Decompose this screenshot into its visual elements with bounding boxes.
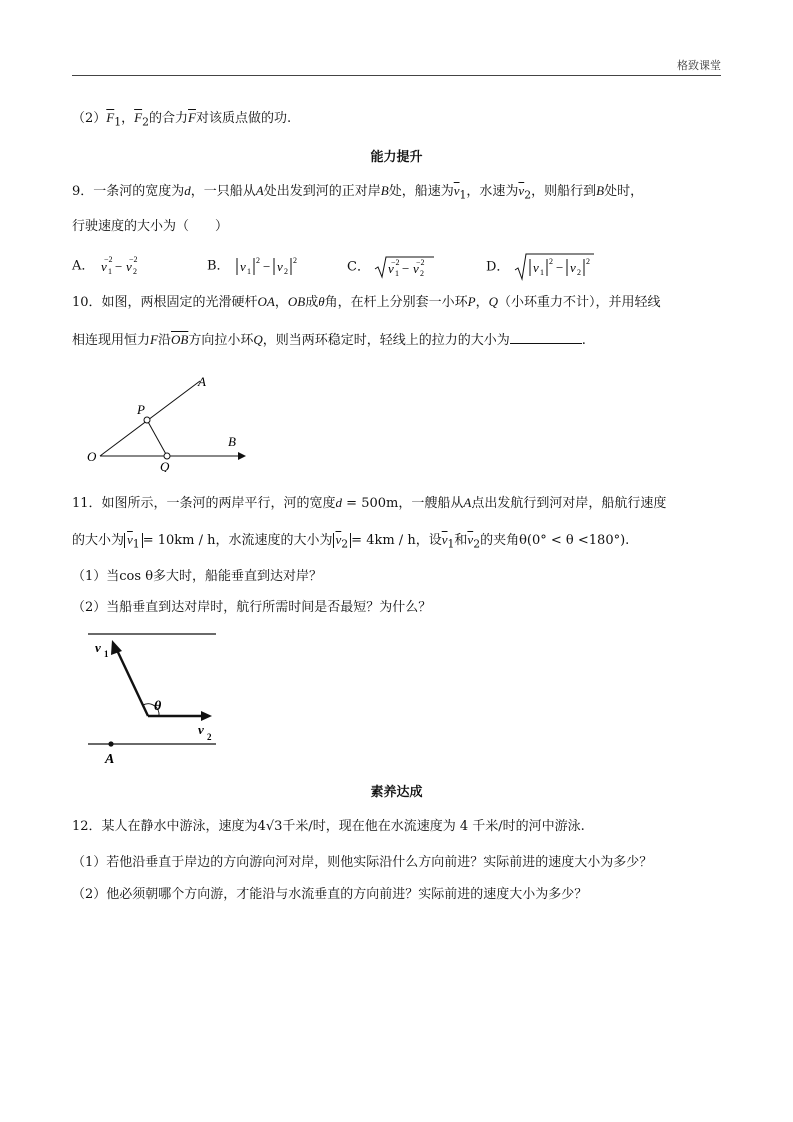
text: . [625, 533, 630, 548]
label-a: A [105, 752, 115, 767]
text: 对该质点做的功. [195, 111, 292, 126]
ring-p [144, 417, 150, 423]
q9-option-c [347, 254, 436, 280]
q10-line-1 [72, 292, 661, 313]
vector-v1: $\overline{v}$ [127, 532, 133, 547]
option-label: C． [347, 259, 370, 275]
label-theta: θ [154, 699, 162, 714]
text: 处时， [604, 184, 644, 199]
text: 点出发航行到河对岸，船航行速度 [471, 496, 667, 511]
text: 和 [454, 533, 468, 548]
symbol: Q [253, 332, 263, 347]
vector-v1-arrow [116, 648, 148, 716]
svg-text:2: 2 [255, 256, 260, 265]
text: （小环重力不计），并用轻线 [498, 295, 661, 310]
text: 成 [305, 295, 319, 310]
svg-text:−: − [402, 261, 410, 276]
q9-line-1 [72, 181, 643, 206]
svg-text:v: v [125, 259, 132, 274]
value: = 4km / h [351, 533, 416, 548]
vector-v2: $\overline{v}$ [518, 183, 525, 198]
symbol: d [335, 495, 343, 510]
value: = 500m [342, 496, 399, 511]
text: 10．如图，两根固定的光滑硬杆 [72, 295, 258, 310]
svg-text:−2: −2 [128, 255, 138, 264]
symbol: A [255, 183, 264, 198]
subscript: 1 [114, 115, 122, 129]
symbol: A [463, 495, 472, 510]
text: 的合力 [148, 111, 188, 126]
text: 的大小为 [72, 533, 125, 548]
text: 方向拉小环 [188, 333, 254, 348]
label-v2: v [198, 722, 204, 737]
svg-text:v: v [100, 259, 107, 274]
svg-text:1: 1 [539, 268, 544, 277]
svg-text:1: 1 [395, 269, 400, 278]
separator: ， [274, 295, 288, 310]
text: 沿 [157, 333, 171, 348]
section-title-ability: 能力提升 [370, 150, 423, 165]
svg-text:−: − [114, 259, 122, 274]
q9-option-b [207, 254, 304, 278]
point-a [108, 741, 113, 746]
svg-text:v: v [388, 261, 394, 276]
q12-line-1 [72, 817, 585, 837]
svg-text:v: v [532, 260, 539, 275]
option-c-formula [374, 254, 436, 280]
q12-sub-1: （1）若他沿垂直于岸边的方向游向河对岸，则他实际沿什么方向前进？实际前进的速度大小为多少？ [72, 855, 653, 870]
q9-line-2: 行驶速度的大小为（ ） [72, 219, 229, 234]
svg-text:v: v [413, 261, 419, 276]
option-a-formula [99, 254, 149, 278]
svg-text:1: 1 [246, 267, 251, 276]
q12-sub-2: （2）他必须朝哪个方向游，才能沿与水流垂直的方向前进？实际前进的速度大小为多少？ [72, 887, 588, 902]
q11-sub-2: （2）当船垂直到达对岸时，航行所需时间是否最短？为什么？ [72, 600, 432, 615]
svg-text:−2: −2 [391, 258, 400, 267]
text: 处出发到河的正对岸 [263, 184, 381, 199]
symbol: θ [318, 294, 325, 309]
svg-text:v: v [276, 259, 283, 274]
subscript: 2 [473, 537, 481, 551]
symbol: d [184, 183, 191, 198]
symbol: P [467, 294, 476, 309]
option-label: A． [72, 258, 95, 274]
svg-text:−: − [555, 260, 563, 275]
vector-ob: $\overline{OB}$ [170, 332, 189, 347]
q11-line-1 [72, 493, 666, 514]
vector-v1: $\overline{v}$ [441, 532, 448, 547]
subscript: 2 [524, 188, 532, 202]
separator: ， [121, 111, 135, 126]
label-o: O [87, 449, 97, 464]
svg-text:2: 2 [283, 267, 288, 276]
symbol: F [150, 332, 158, 347]
q11-sub-1 [72, 567, 322, 587]
symbol: B [380, 183, 389, 198]
svg-text:2: 2 [548, 257, 553, 266]
svg-text:v: v [239, 259, 246, 274]
speed-value: 4√3 [257, 819, 283, 834]
value: = 10km / h [142, 533, 216, 548]
header-rule [72, 75, 721, 76]
q10-figure [80, 372, 250, 472]
text: 的夹角 [480, 533, 520, 548]
vector-f2: $\overline{F}$ [134, 110, 143, 125]
abs-v1 [124, 532, 143, 551]
svg-text:v: v [569, 260, 576, 275]
svg-text:−2: −2 [103, 255, 113, 264]
section-title-literacy: 素养达成 [370, 785, 423, 800]
text: 角，在杆上分别套一小环 [324, 295, 468, 310]
q9-option-a [72, 254, 149, 278]
text: ，一只船从 [190, 184, 256, 199]
separator: ， [475, 295, 489, 310]
arrow-b-icon [238, 452, 246, 460]
abs-v2 [333, 532, 352, 551]
symbol: B [596, 183, 605, 198]
angle-range: θ(0° < θ <180°) [519, 533, 626, 548]
subscript: 2 [341, 537, 349, 551]
text: 千米/时，现在他在水流速度为 4 千米/时的河中游泳. [282, 819, 585, 834]
text: . [581, 333, 586, 348]
arrowhead-v1-icon [111, 640, 122, 655]
vector-f1: $\overline{F}$ [106, 110, 115, 125]
option-b-formula [234, 254, 304, 278]
intro-item-2 [72, 108, 291, 133]
text: ，设 [415, 533, 442, 548]
symbol: Q [488, 294, 499, 309]
text: 多大时，船能垂直到达对岸？ [153, 569, 323, 584]
svg-text:−: − [262, 259, 271, 274]
q10-line-2 [72, 330, 586, 351]
vector-f: $\overline{F}$ [188, 110, 196, 125]
subscript: 2 [142, 115, 149, 129]
label-v2-sub: 2 [207, 732, 212, 742]
label-b: B [228, 434, 236, 449]
vector-v2: $\overline{v}$ [467, 532, 474, 547]
vector-v1: $\overline{v}$ [453, 183, 460, 198]
text: ，一艘船从 [398, 496, 464, 511]
svg-text:2: 2 [576, 268, 581, 277]
header-brand: 格致课堂 [677, 59, 721, 72]
text: （1）当 [72, 569, 120, 584]
subscript: 1 [132, 537, 140, 551]
q11-figure [80, 628, 230, 768]
svg-text:−2: −2 [416, 258, 425, 267]
item-number: （2） [72, 111, 107, 126]
q9-option-d [486, 252, 596, 282]
label-p: P [137, 402, 145, 417]
svg-text:1: 1 [107, 267, 112, 276]
text: 11．如图所示，一条河的两岸平行，河的宽度 [72, 496, 336, 511]
svg-text:2: 2 [420, 269, 425, 278]
text: 12．某人在静水中游泳，速度为 [72, 819, 258, 834]
text: 9．一条河的宽度为 [72, 184, 185, 199]
answer-blank[interactable] [510, 331, 582, 344]
arrowhead-v2-icon [201, 711, 212, 721]
label-v1-sub: 1 [104, 649, 109, 659]
option-label: B． [207, 258, 230, 274]
subscript: 1 [459, 188, 467, 202]
text: ，则当两环稳定时，轻线上的拉力的大小为 [262, 333, 510, 348]
text: 相连现用恒力 [72, 333, 151, 348]
label-a: A [198, 374, 206, 389]
text: ，水流速度的大小为 [215, 533, 333, 548]
thread-pq [147, 420, 167, 456]
text: ，水速为 [466, 184, 519, 199]
svg-text:2: 2 [132, 267, 137, 276]
svg-text:2: 2 [585, 257, 590, 266]
symbol: OA [257, 294, 275, 309]
vector-v2: $\overline{v}$ [335, 532, 342, 547]
subscript: 1 [447, 537, 455, 551]
option-label: D． [486, 259, 510, 275]
option-d-formula [514, 252, 596, 282]
label-v1: v [95, 640, 101, 655]
svg-text:2: 2 [292, 256, 297, 265]
symbol: cos θ [119, 569, 154, 584]
symbol: OB [287, 294, 306, 309]
q11-line-2 [72, 530, 629, 555]
text: ，则船行到 [531, 184, 597, 199]
label-q: Q [160, 459, 170, 472]
text: 处，船速为 [388, 184, 454, 199]
